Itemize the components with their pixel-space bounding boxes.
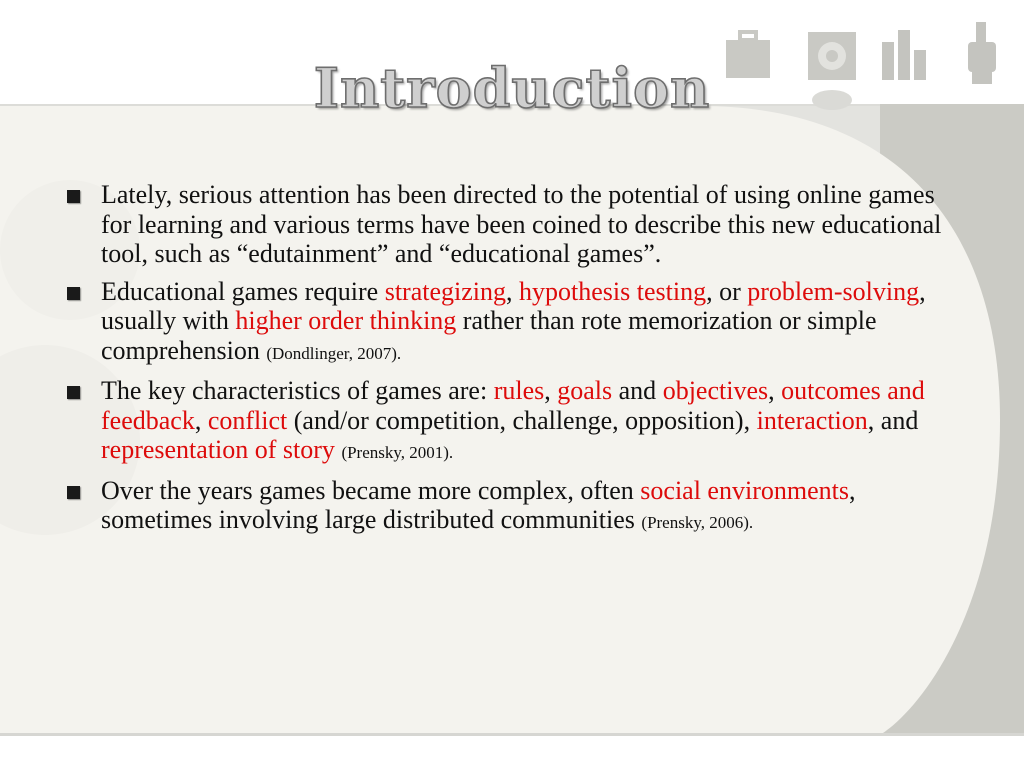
citation: (Dondlinger, 2007). [266,343,402,363]
highlighted-term: outcomes and feedback [101,376,925,435]
page-title: Introduction [313,56,711,120]
square-bullet-icon [67,486,80,499]
bullet-text: Over the years games became more complex, often [101,475,641,505]
bullet-text: (and/or competition, challenge, opposition), [287,405,757,435]
square-bullet-icon [67,386,80,399]
highlighted-term: interaction [756,405,868,435]
bullet-text: , and [867,405,919,435]
bullet-text: , [506,276,520,306]
bullet-text: rather than rote memorization or simple comprehension [101,306,877,365]
citation: (Prensky, 2001). [341,443,454,462]
bullet-text: , [768,376,782,405]
bullet-text: , usually with [101,276,926,335]
bullet-item [64,376,964,468]
bullet-text: Lately, serious attention has been directed to the potential of using online games for learning and various terms have been coined to describe this new educational tool, such as “edutainment” and “educational games”. [101,180,942,268]
bullet-list [64,180,964,546]
bullet-text: Educational games require [101,276,385,306]
citation: (Prensky, 2006). [641,513,754,532]
bullet-text: , sometimes involving large distributed communities [101,475,856,534]
highlighted-term: representation of story [101,435,335,464]
bullet-text: , [544,376,558,405]
square-bullet-icon [67,287,80,300]
highlighted-term: goals [557,376,613,405]
bullet-text: The key characteristics of games are: [101,376,494,405]
bullet-text: , [194,405,208,435]
highlighted-term: objectives [662,376,769,405]
highlighted-term: higher order thinking [235,306,457,335]
bullet-item [64,476,964,538]
highlighted-term: social environments [640,475,849,505]
bullet-text: and [612,376,663,405]
highlighted-term: strategizing [384,276,507,306]
highlighted-term: rules [493,376,545,405]
highlighted-term: problem-solving [747,276,920,306]
bullet-item [64,180,964,269]
highlighted-term: conflict [207,405,288,435]
bullet-item [64,277,964,369]
highlighted-term: hypothesis testing [519,276,707,306]
bullet-text: , or [706,276,748,306]
square-bullet-icon [67,190,80,203]
